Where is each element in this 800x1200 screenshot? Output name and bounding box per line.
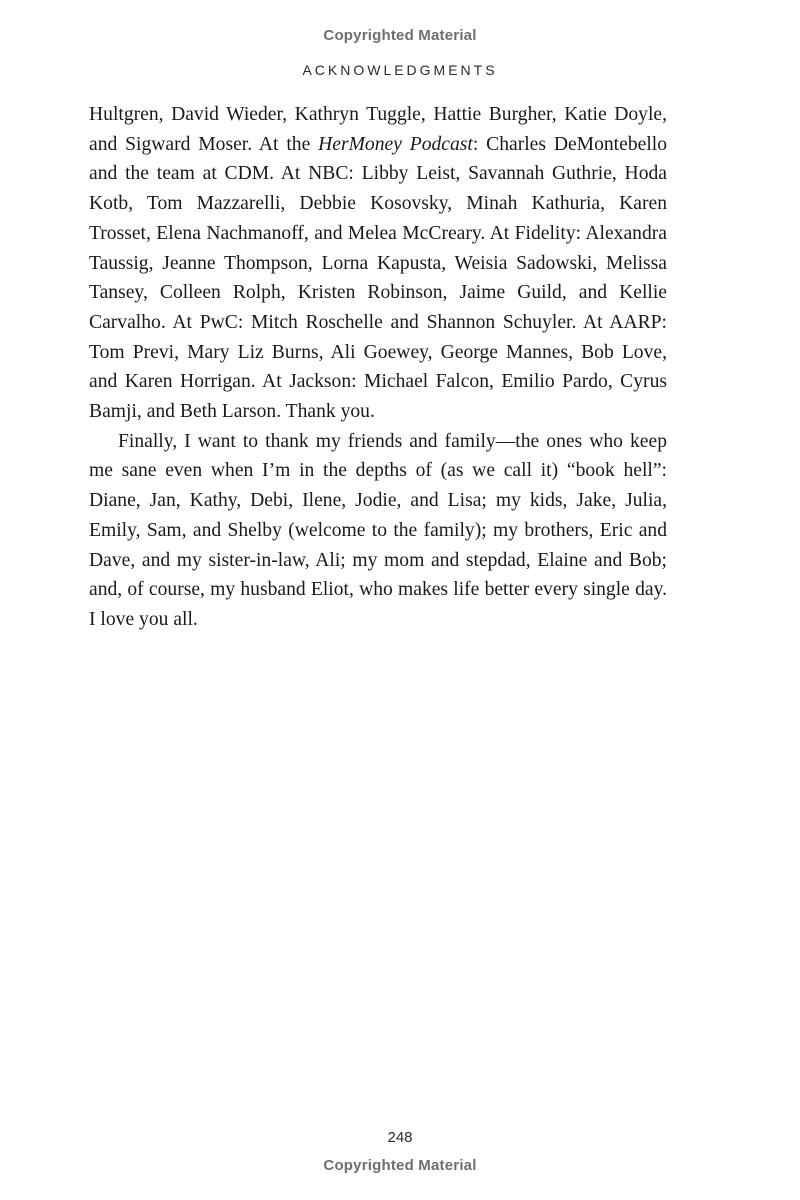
paragraph-text: Hultgren, David Wieder, Kathryn Tuggle, Hattie Burgher, Katie Doyle, and Sigward Moser. At the [89,104,667,155]
copyright-watermark-bottom: Copyrighted Material [323,1157,477,1174]
paragraph [89,100,667,427]
paragraph-text: : Charles DeMontebello and the team at CDM. At NBC: Libby Leist, Savannah Guthrie, Hoda Kotb, Tom Mazzarelli, Debbie Kosovsky, Minah Kathuria, Karen Trosset, Elena Nachmanoff, and Melea McCreary. At Fidelity: Alexandra Taussig, Jeanne Thompson, Lorna Kapusta, Weisia Sadowski, Melissa Tansey, Colleen Rolph, Kristen Robinson, Jaime Guild, and Kellie Carvalho. At PwC: Mitch Roschelle and Shannon Schuyler. At AARP: Tom Previ, Mary Liz Burns, Ali Goewey, George Mannes, Bob Love, and Karen Horrigan. At Jackson: Michael Falcon, Emilio Pardo, Cyrus Bamji, and Beth Larson. Thank you. [89,133,668,423]
body-text [89,100,667,635]
copyright-watermark-top: Copyrighted Material [323,27,477,44]
running-head: ACKNOWLEDGMENTS [302,62,498,78]
podcast-title: HerMoney Podcast [318,133,473,155]
paragraph: Finally, I want to thank my friends and family—the ones who keep me sane even when I’m in the depths of (as we call it) “book hell”: Diane, Jan, Kathy, Debi, Ilene, Jodie, and Lisa; my kids, Jake, Julia, Emily, Sam, and Shelby (welcome to the family); my brothers, Eric and Dave, and my sister-in-law, Ali; my mom and stepdad, Elaine and Bob; and, of course, my husband Eliot, who makes life better every single day. I love you all. [89,430,667,630]
page-number: 248 [387,1129,413,1146]
